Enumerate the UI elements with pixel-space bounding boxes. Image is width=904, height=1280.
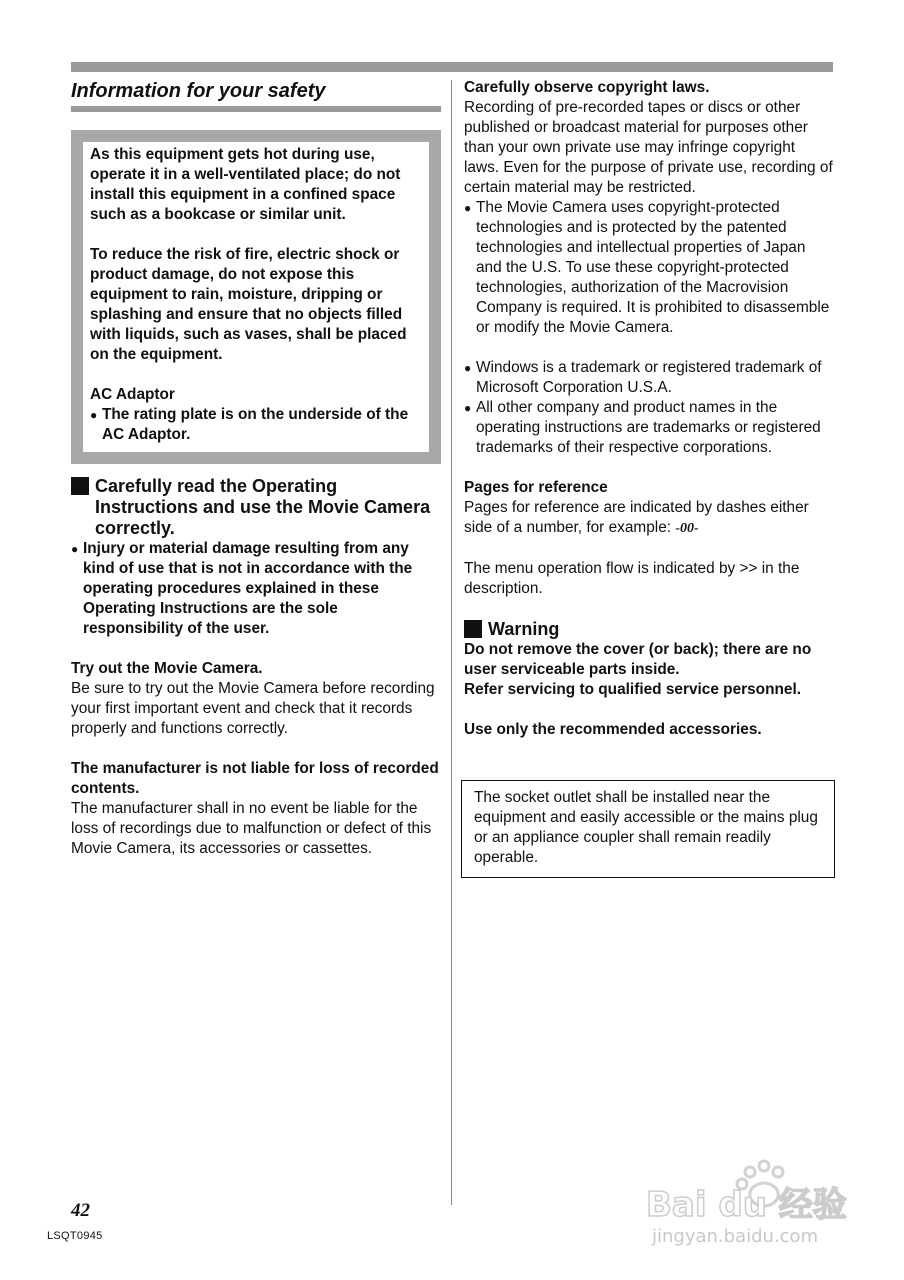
ac-adaptor-bullet-text: The rating plate is on the underside of the AC Adaptor. xyxy=(102,406,409,443)
square-bullet-icon xyxy=(464,620,482,638)
ac-adaptor-bullet xyxy=(90,405,421,445)
bullet-icon: ● xyxy=(464,201,472,215)
liability-body: The manufacturer shall in no event be liable for the loss of recordings due to malfunction or defect of this Movie Camera, its accessories or cassettes. xyxy=(71,800,432,857)
pages-reference-body xyxy=(464,498,834,539)
baidu-watermark-logo xyxy=(640,1150,860,1250)
safety-warning-box-content xyxy=(83,142,429,452)
warning-servicing-text: Refer servicing to qualified service personnel. xyxy=(464,681,802,698)
fire-warning-text: To reduce the risk of fire, electric shock or product damage, do not expose this equipment to rain, moisture, dripping or splashing and ensure that no objects filled with liquids, such as vases, shall be placed on the equipment. xyxy=(90,246,407,363)
watermark-url-text: jingyan.baidu.com xyxy=(652,1226,819,1247)
pages-reference-body-text: Pages for reference are indicated by dashes either side of a number, for example: xyxy=(464,499,809,536)
copyright-body: Recording of pre-recorded tapes or discs or other published or broadcast material for purposes other than your own private use may infringe copyright laws. Even for the purpose of private use, recording of certain material may be restricted. xyxy=(464,99,833,196)
warning-heading-text: Warning xyxy=(488,619,560,639)
try-out-body: Be sure to try out the Movie Camera before recording your first important event and check that it records properly and functions correctly. xyxy=(71,680,435,737)
page-reference-example: -00- xyxy=(675,521,699,536)
other-trademarks-text: All other company and product names in the operating instructions are trademarks or registered trademarks of their respective corporations. xyxy=(476,399,821,456)
left-column xyxy=(71,78,441,859)
heat-warning-text: As this equipment gets hot during use, operate it in a well-ventilated place; do not install this equipment in a confined space such as a bookcase or similar unit. xyxy=(90,146,401,223)
windows-trademark-bullet xyxy=(464,358,834,398)
copyright-title: Carefully observe copyright laws. xyxy=(464,79,710,96)
bullet-icon: ● xyxy=(71,542,79,556)
read-instructions-heading xyxy=(71,476,441,539)
windows-trademark-text: Windows is a trademark or registered trademark of Microsoft Corporation U.S.A. xyxy=(476,359,822,396)
macrovision-bullet-text: The Movie Camera uses copyright-protected technologies and is protected by the patented technologies and intellectual properties of Japan and the U.S. To use these copyright-protected technologies, authorization of the Macrovision Company is required. It is prohibited to disassemble or modify the Movie Camera. xyxy=(476,199,830,336)
top-rule xyxy=(71,62,833,72)
liability-title: The manufacturer is not liable for loss of recorded contents. xyxy=(71,760,439,797)
warning-cover-text: Do not remove the cover (or back); there are no user serviceable parts inside. xyxy=(464,641,812,678)
socket-outlet-note-box xyxy=(461,780,835,878)
watermark-brand-text: Bai du 经验 xyxy=(646,1185,847,1225)
model-code: LSQT0945 xyxy=(47,1230,103,1242)
page-number: 42 xyxy=(71,1200,90,1221)
bullet-icon: ● xyxy=(464,401,472,415)
section-title: Information for your safety xyxy=(71,78,441,112)
read-instructions-heading-text: Carefully read the Operating Instructions and use the Movie Camera correctly. xyxy=(95,476,431,538)
safety-warning-box xyxy=(71,130,441,464)
warning-heading xyxy=(464,619,834,640)
bullet-icon: ● xyxy=(464,361,472,375)
ac-adaptor-title: AC Adaptor xyxy=(90,386,175,403)
read-instructions-bullet xyxy=(71,539,441,639)
warning-accessories-text: Use only the recommended accessories. xyxy=(464,721,762,738)
socket-outlet-note: The socket outlet shall be installed near the equipment and easily accessible or the mains plug or an appliance coupler shall remain readily operable. xyxy=(474,789,818,866)
right-column xyxy=(464,78,834,878)
read-instructions-bullet-text: Injury or material damage resulting from any kind of use that is not in accordance with the operating procedures explained in these Operating Instructions are the sole responsibility of the user. xyxy=(83,540,413,637)
column-divider xyxy=(451,80,452,1205)
pages-reference-title: Pages for reference xyxy=(464,479,608,496)
macrovision-bullet xyxy=(464,198,834,338)
try-out-title: Try out the Movie Camera. xyxy=(71,660,263,677)
bullet-icon: ● xyxy=(90,408,98,422)
other-trademarks-bullet xyxy=(464,398,834,458)
square-bullet-icon xyxy=(71,477,89,495)
menu-flow-note: The menu operation flow is indicated by >> in the description. xyxy=(464,560,800,597)
